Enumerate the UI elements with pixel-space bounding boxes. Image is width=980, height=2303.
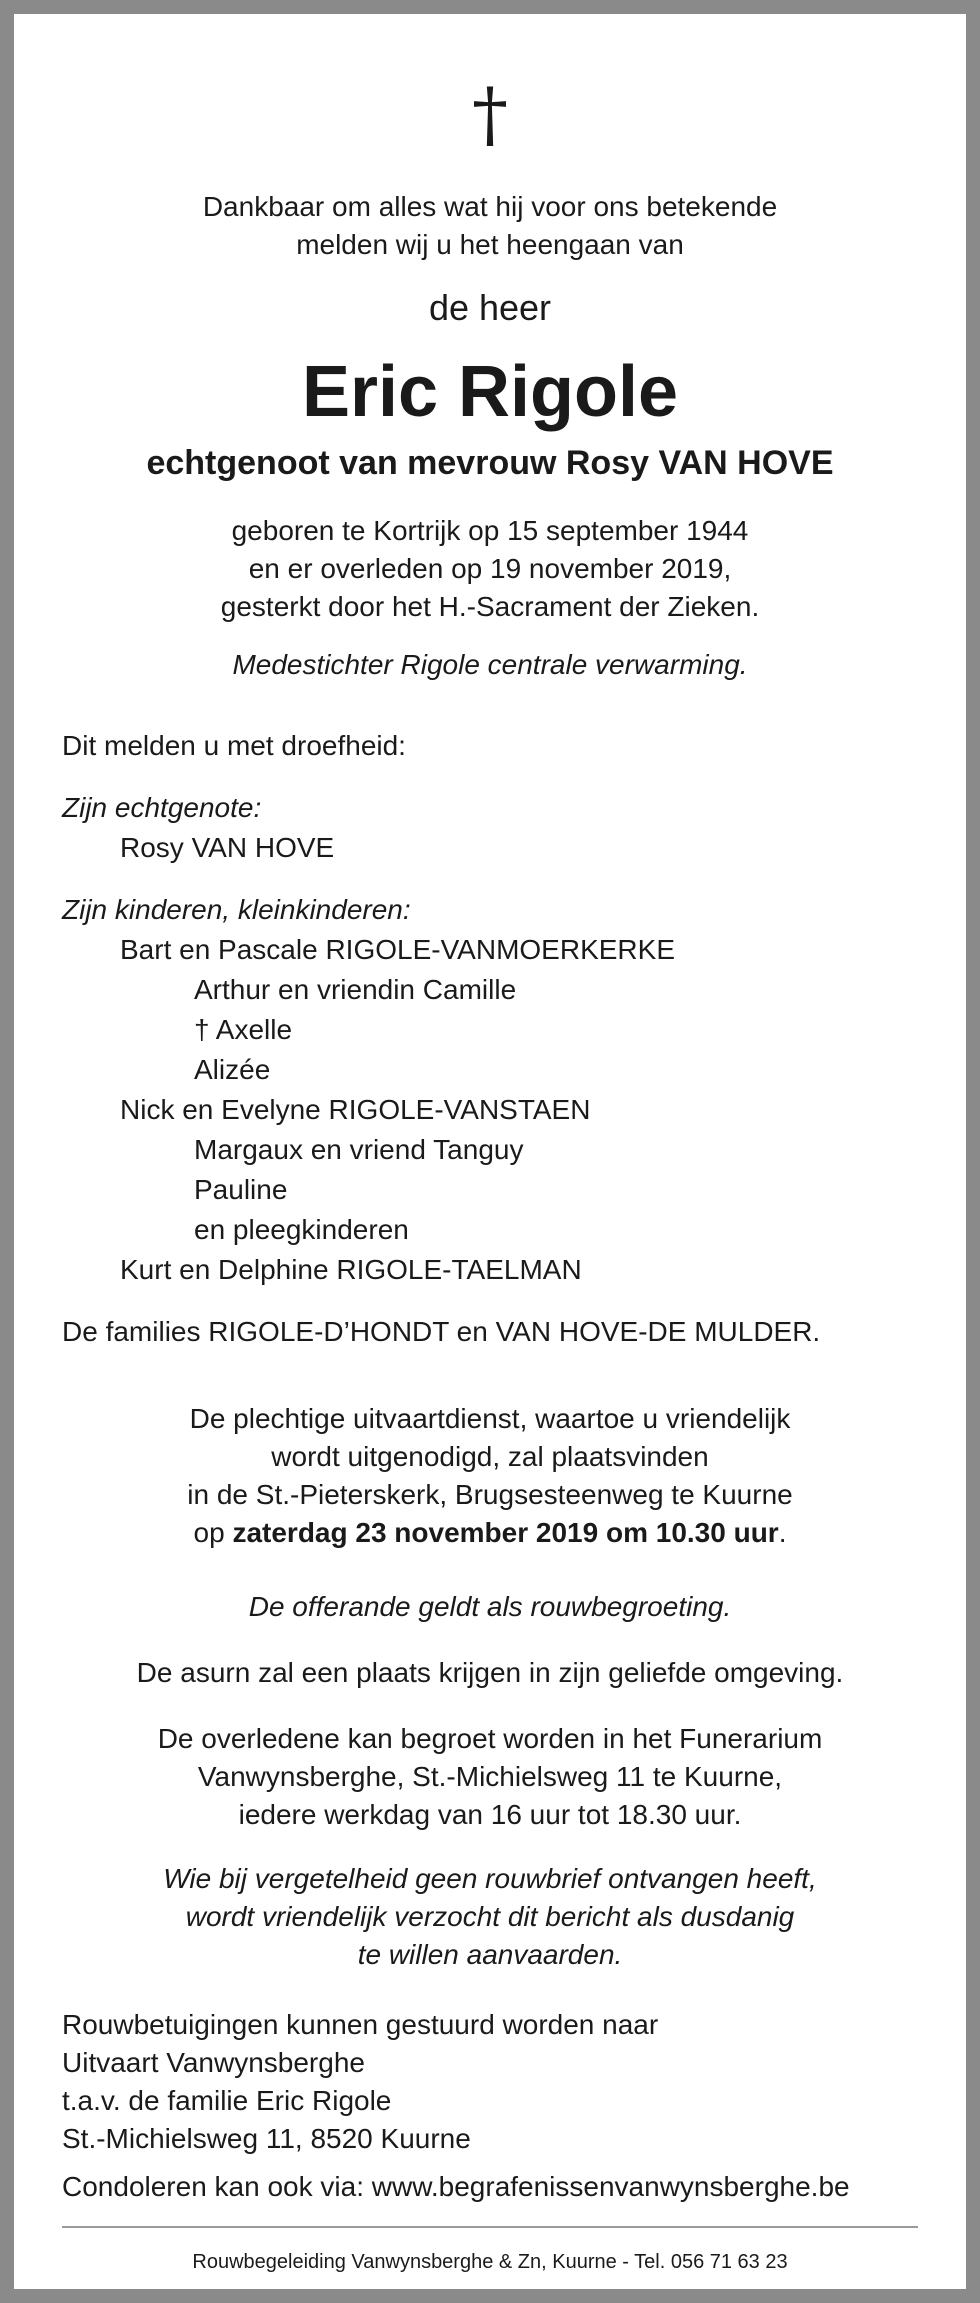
birth-death-text <box>28 512 952 626</box>
funeral-line: De plechtige uitvaartdienst, waartoe u vriendelijk <box>189 1403 791 1434</box>
honorific: de heer <box>428 287 552 328</box>
no-card-line: te willen aanvaarden. <box>357 1939 623 1970</box>
birth-line: geboren te Kortrijk op 15 september 1944 <box>231 515 749 546</box>
family-announce: Dit melden u met droefheid: <box>62 730 406 761</box>
grandchild: Margaux en vriend Tanguy <box>194 1134 524 1165</box>
address-line: Rouwbetuigingen kunnen gestuurd worden naar <box>62 2009 659 2040</box>
cross-icon: † <box>472 72 508 156</box>
spouse-heading: Zijn echtgenote: <box>62 792 262 823</box>
grandchild: † Axelle <box>194 1014 293 1045</box>
funeral-date-prefix: op <box>193 1517 233 1548</box>
visitation-line: Vanwynsberghe, St.-Michielsweg 11 te Kuurne, <box>197 1761 783 1792</box>
grandchild: Arthur en vriendin Camille <box>194 974 517 1005</box>
spouse-line: echtgenoot van mevrouw Rosy VAN HOVE <box>146 444 834 482</box>
online-condolence: Condoleren kan ook via: www.begrafenissenvanwynsberghe.be <box>62 2171 850 2202</box>
no-card-line: Wie bij vergetelheid geen rouwbrief ontvangen heeft, <box>163 1863 817 1894</box>
family-list <box>62 726 932 1352</box>
grandchild: Pauline <box>194 1174 288 1205</box>
intro-line: Dankbaar om alles wat hij voor ons betekende <box>202 191 778 222</box>
divider <box>62 2226 918 2228</box>
visitation-line: iedere werkdag van 16 uur tot 18.30 uur. <box>238 1799 742 1830</box>
funeral-date-suffix: . <box>778 1517 787 1548</box>
obituary-card <box>28 28 952 2275</box>
visitation-info <box>28 1720 952 1834</box>
no-card-line: wordt vriendelijk verzocht dit bericht als dusdanig <box>185 1901 795 1932</box>
no-card-note <box>28 1860 952 1974</box>
intro-line: melden wij u het heengaan van <box>296 229 684 260</box>
offering-note: De offerande geldt als rouwbegroeting. <box>248 1591 732 1622</box>
footer-text: Rouwbegeleiding Vanwynsberghe & Zn, Kuurne - Tel. 056 71 63 23 <box>192 2251 788 2273</box>
deceased-name: Eric Rigole <box>301 352 679 432</box>
ashes-note: De asurn zal een plaats krijgen in zijn geliefde omgeving. <box>136 1657 844 1688</box>
funeral-info <box>28 1400 952 1552</box>
funeral-date-line <box>28 1514 952 1552</box>
cofounder-note: Medestichter Rigole centrale verwarming. <box>232 649 748 680</box>
spouse-name: Rosy VAN HOVE <box>120 832 335 863</box>
condolence-address <box>62 2006 932 2158</box>
visitation-line: De overledene kan begroet worden in het Funerarium <box>157 1723 823 1754</box>
funeral-line: wordt uitgenodigd, zal plaatsvinden <box>271 1441 709 1472</box>
address-line: Uitvaart Vanwynsberghe <box>62 2047 365 2078</box>
child-couple: Nick en Evelyne RIGOLE-VANSTAEN <box>120 1094 591 1125</box>
funeral-date: zaterdag 23 november 2019 om 10.30 uur <box>232 1517 779 1548</box>
address-line: t.a.v. de familie Eric Rigole <box>62 2085 392 2116</box>
death-line: en er overleden op 19 november 2019, <box>248 553 732 584</box>
child-couple: Bart en Pascale RIGOLE-VANMOERKERKE <box>120 934 675 965</box>
grandchild: en pleegkinderen <box>194 1214 409 1245</box>
grandchild: Alizée <box>194 1054 271 1085</box>
funeral-line: in de St.-Pieterskerk, Brugsesteenweg te Kuurne <box>187 1479 793 1510</box>
children-heading: Zijn kinderen, kleinkinderen: <box>62 894 411 925</box>
sacrament-line: gesterkt door het H.-Sacrament der Zieken. <box>220 591 760 622</box>
address-line: St.-Michielsweg 11, 8520 Kuurne <box>62 2123 471 2154</box>
families-line: De families RIGOLE-D’HONDT en VAN HOVE-DE MULDER. <box>62 1316 821 1347</box>
intro-text <box>28 188 952 264</box>
child-couple: Kurt en Delphine RIGOLE-TAELMAN <box>120 1254 582 1285</box>
